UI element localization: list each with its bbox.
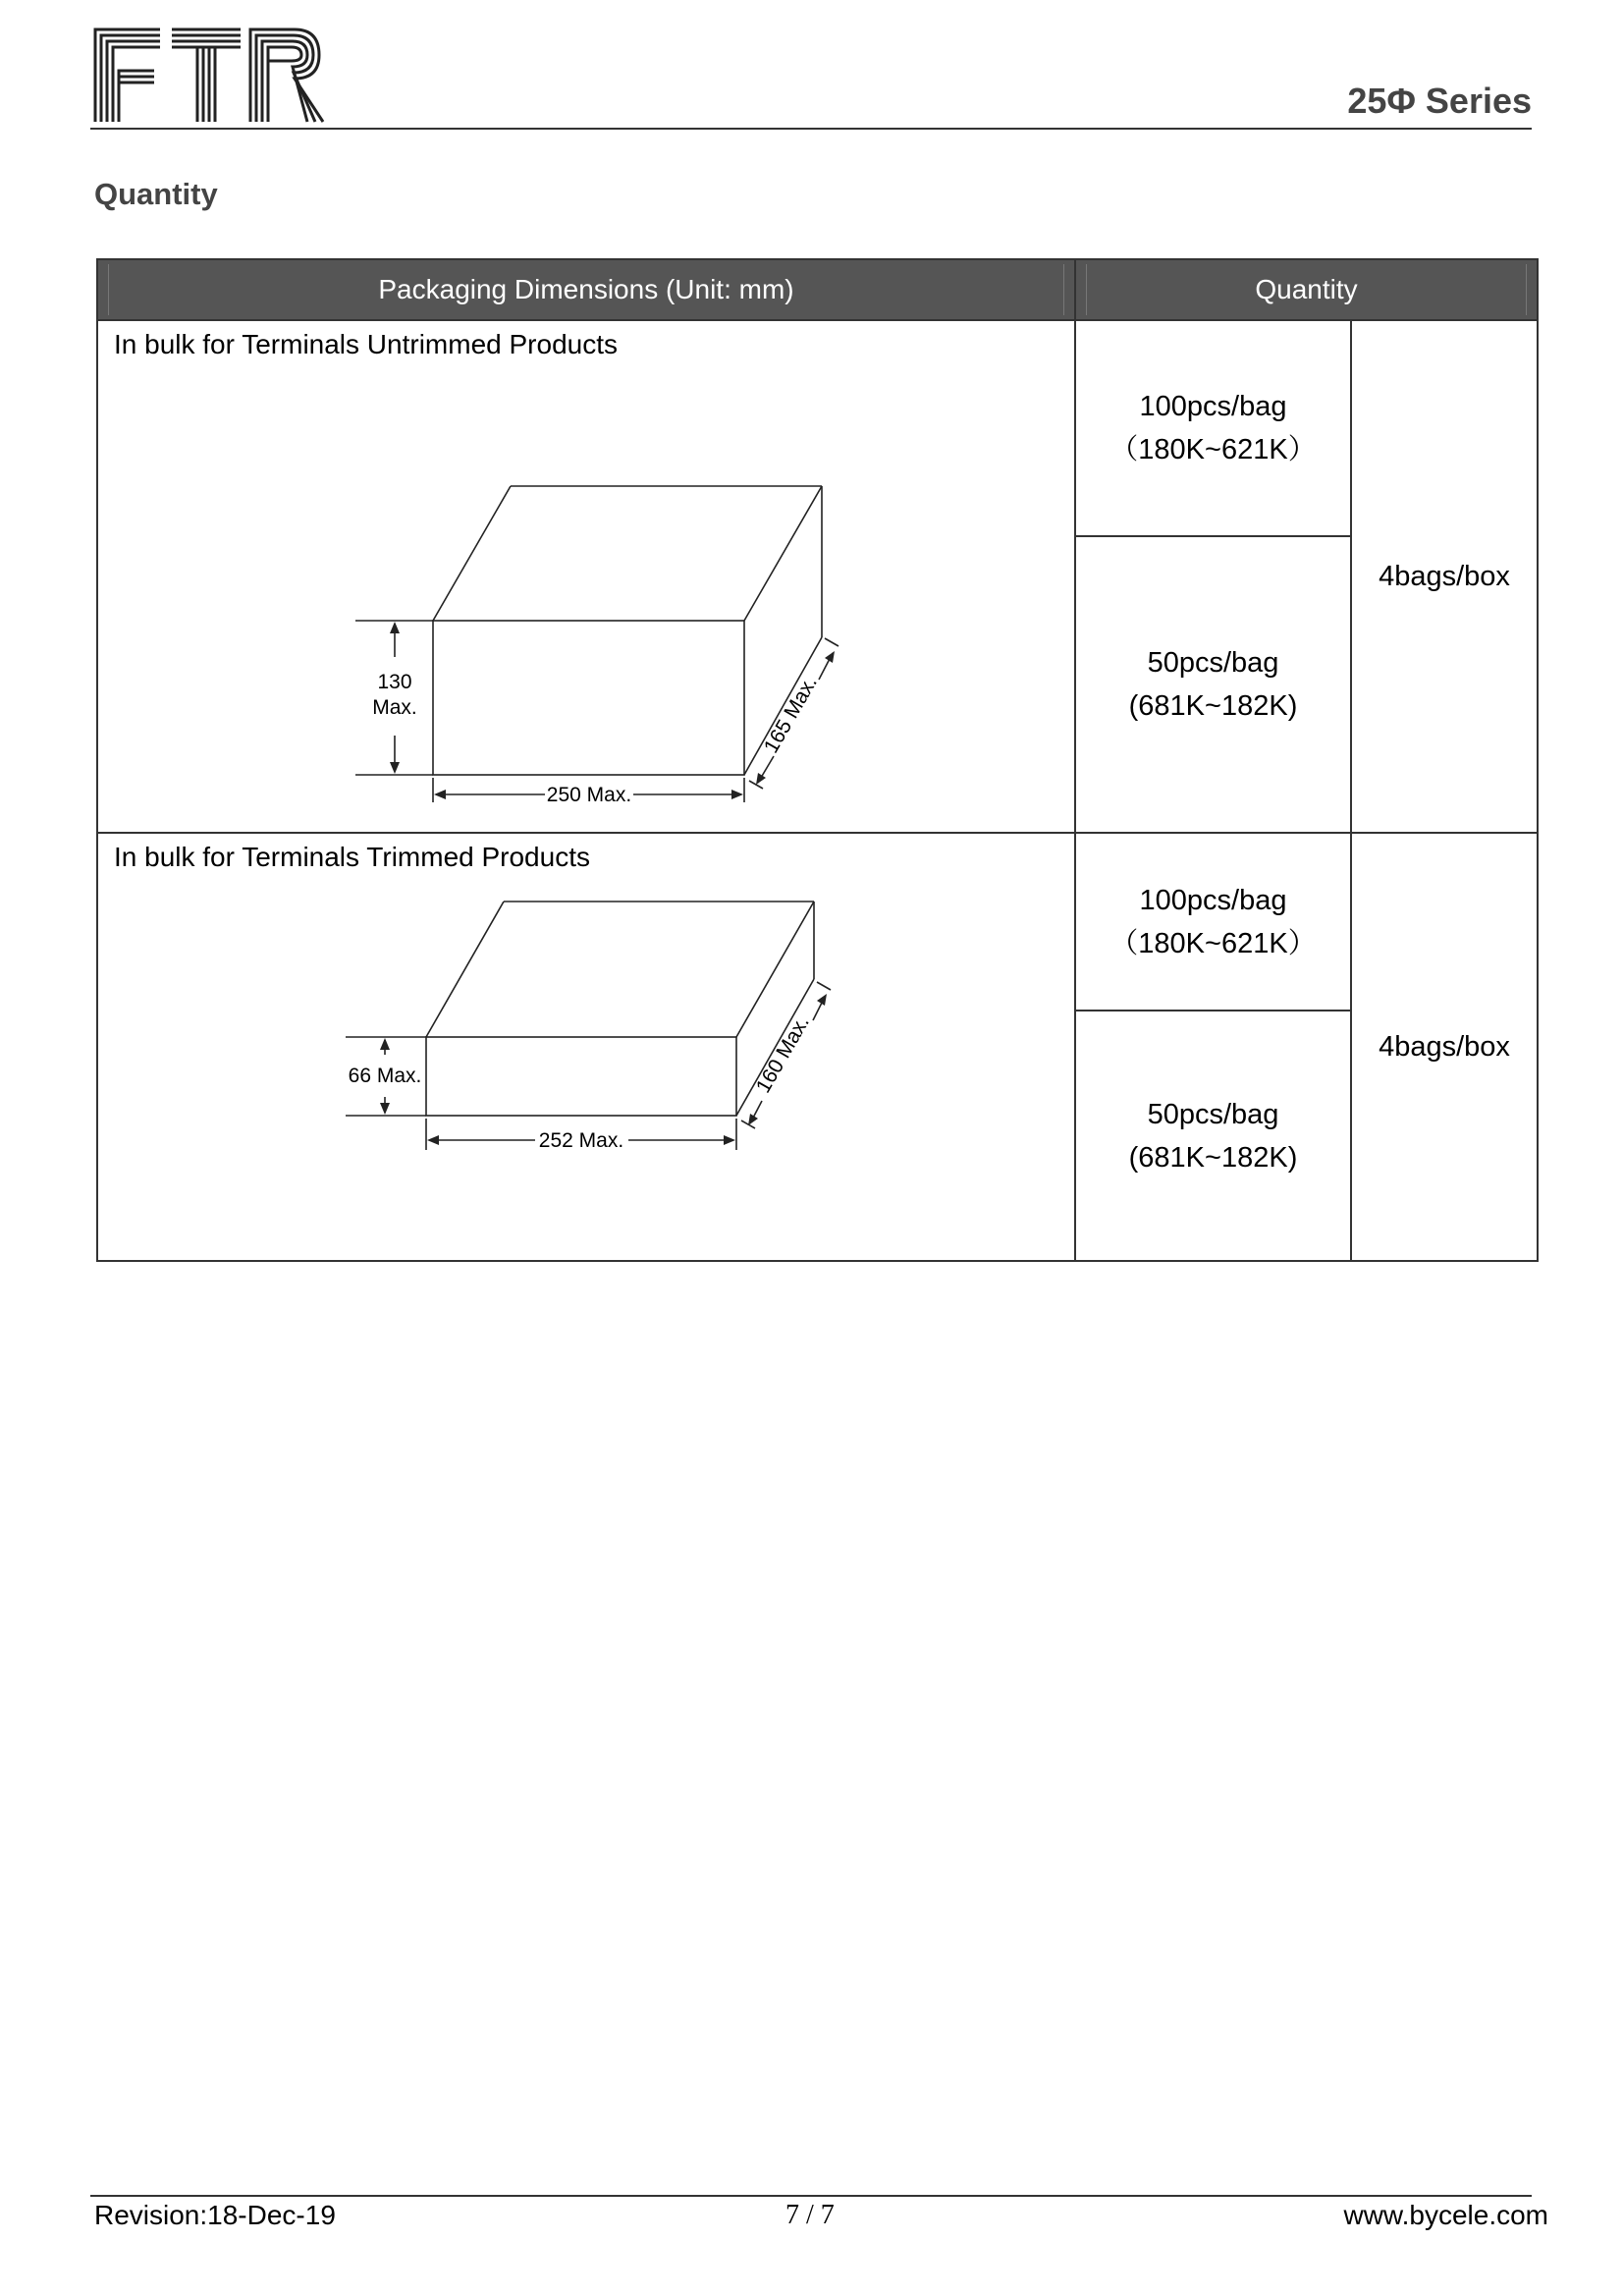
table-row: [97, 833, 1538, 1011]
section-title: Quantity: [94, 177, 218, 211]
quantity-value: 100pcs/bag: [1139, 884, 1287, 916]
quantity-range: （180K~621K）: [1109, 927, 1317, 959]
quantity-range: (681K~182K): [1128, 690, 1298, 722]
website-link[interactable]: www.bycele.com: [1343, 2200, 1548, 2230]
height-label: 130: [377, 671, 412, 693]
quantity-cell: [1075, 833, 1351, 1011]
packaging-table: [96, 258, 1539, 1262]
per-box-cell: 4bags/box: [1351, 320, 1538, 833]
height-label: 66 Max.: [348, 1065, 422, 1087]
quantity-range: （180K~621K）: [1109, 434, 1317, 465]
dimension-cell-trimmed: [97, 833, 1075, 1261]
dimension-cell-untrimmed: [97, 320, 1075, 833]
quantity-cell: [1075, 320, 1351, 536]
row-label: In bulk for Terminals Trimmed Products: [114, 842, 590, 872]
revision-date: Revision:18-Dec-19: [94, 2200, 336, 2230]
quantity-cell: [1075, 536, 1351, 833]
header-dimensions: Packaging Dimensions (Unit: mm): [97, 259, 1075, 320]
box-diagram-untrimmed: [98, 321, 1076, 834]
depth-label: 165 Max.: [759, 672, 822, 757]
table-header-row: [97, 259, 1538, 320]
height-unit-label: Max.: [372, 696, 417, 719]
footer-divider: [90, 2195, 1532, 2197]
quantity-value: 50pcs/bag: [1147, 1098, 1279, 1130]
quantity-value: 50pcs/bag: [1147, 647, 1279, 679]
header-quantity: Quantity: [1075, 259, 1538, 320]
row-label: In bulk for Terminals Untrimmed Products: [114, 329, 618, 359]
depth-label: 160 Max.: [751, 1011, 814, 1097]
page-number: 7 / 7: [785, 2200, 835, 2230]
ftr-logo: [93, 26, 325, 124]
width-label: 250 Max.: [546, 784, 632, 806]
header-divider: [90, 128, 1532, 130]
series-title: 25Φ Series: [1347, 81, 1532, 121]
quantity-range: (681K~182K): [1128, 1141, 1298, 1174]
table-row: [97, 320, 1538, 536]
box-diagram-trimmed: [98, 834, 1076, 1262]
width-label: 252 Max.: [538, 1129, 624, 1152]
per-box-cell: 4bags/box: [1351, 833, 1538, 1261]
quantity-value: 100pcs/bag: [1139, 391, 1287, 422]
quantity-cell: [1075, 1011, 1351, 1261]
